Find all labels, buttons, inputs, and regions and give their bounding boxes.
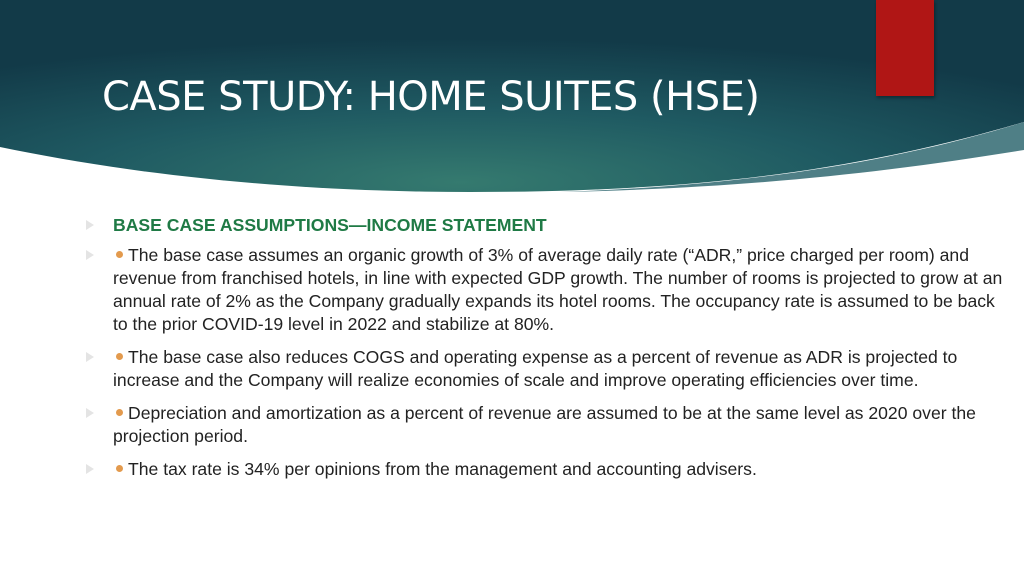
bullet-item <box>113 244 1003 336</box>
bullet-dot-icon <box>116 409 123 416</box>
arrow-bullet-icon <box>86 220 94 230</box>
bullet-text: The base case also reduces COGS and operating expense as a percent of revenue as ADR is projected to increase and the Company will realize economies of scale and improve operating efficiencies over time. <box>113 347 958 390</box>
section-heading: BASE CASE ASSUMPTIONS—INCOME STATEMENT <box>113 215 547 235</box>
bullet-item <box>113 346 1003 392</box>
accent-red-bar <box>876 0 934 96</box>
arrow-bullet-icon <box>86 352 94 362</box>
bullet-dot-icon <box>116 465 123 472</box>
arrow-bullet-icon <box>86 250 94 260</box>
bullet-item <box>113 402 1003 448</box>
bullet-dot-icon <box>116 251 123 258</box>
bullet-text: Depreciation and amortization as a percent of revenue are assumed to be at the same level as 2020 over the projection period. <box>113 403 976 446</box>
bullet-item <box>113 458 1003 481</box>
section-heading-row <box>113 214 1003 237</box>
arrow-bullet-icon <box>86 464 94 474</box>
slide-body <box>113 214 1003 491</box>
arrow-bullet-icon <box>86 408 94 418</box>
bullet-dot-icon <box>116 353 123 360</box>
slide-title: CASE STUDY: HOME SUITES (HSE) <box>102 74 760 120</box>
bullet-text: The base case assumes an organic growth of 3% of average daily rate (“ADR,” price charged per room) and revenue from franchised hotels, in line with expected GDP growth. The number of rooms is projected to grow at an annual rate of 2% as the Company gradually expands its hotel rooms. The occupancy rate is assumed to be back to the prior COVID-19 level in 2022 and stabilize at 80%. <box>113 245 1003 334</box>
bullet-text: The tax rate is 34% per opinions from the management and accounting advisers. <box>128 459 757 479</box>
